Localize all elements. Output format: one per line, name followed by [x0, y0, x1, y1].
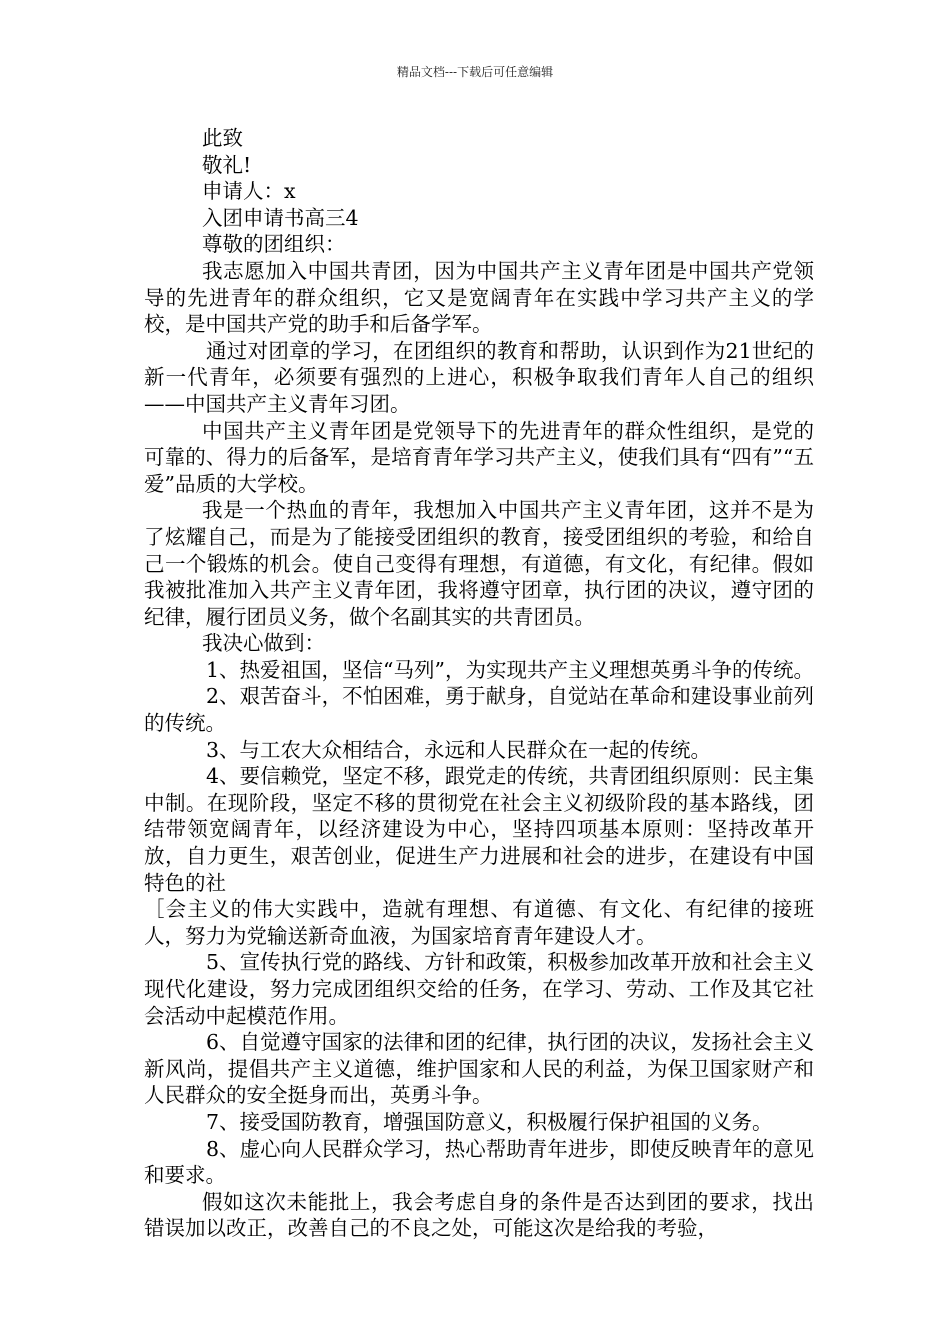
applicant-line: 申请人：x	[202, 179, 296, 204]
list-item: 2、艰苦奋斗，不怕困难，勇于献身，自觉站在革命和建设事业前列的传统。	[144, 684, 814, 736]
list-item: 3、与工农大众相结合，永远和人民群众在一起的传统。	[206, 737, 712, 762]
list-item: 8、虚心向人民群众学习，热心帮助青年进步，即使反映青年的意见和要求。	[144, 1136, 814, 1188]
paragraph: 通过对团章的学习，在团组织的教育和帮助，认识到作为21世纪的新一代青年，必须要有强烈的上进心，积极争取我们青年人自己的组织——中国共产主义青年习团。	[144, 338, 814, 416]
document-body	[144, 125, 814, 1242]
paragraph: 假如这次未能批上，我会考虑自身的条件是否达到团的要求，找出错误加以改正，改善自己的不良之处，可能这次是给我的考验，	[144, 1189, 814, 1241]
paragraph: 我决心做到：	[202, 631, 325, 656]
paragraph: 我是一个热血的青年，我想加入中国共产主义青年团，这并不是为了炫耀自己，而是为了能接受团组织的教育，接受团组织的考验，和给自己一个锻炼的机会。使自己变得有理想，有道德，有文化，有纪律。假如我被批准加入共产主义青年团，我将遵守团章，执行团的决议，遵守团的纪律，履行团员义务，做个名副其实的共青团员。	[144, 498, 814, 629]
list-item: 4、要信赖党，坚定不移，跟党走的传统，共青团组织原则：民主集中制。在现阶段，坚定不移的贯彻党在社会主义初级阶段的基本路线，团结带领宽阔青年，以经济建设为中心，坚持四项基本原则：坚持改革开放，自力更生，艰苦创业，促进生产力进展和社会的进步，在建设有中国特色的社	[144, 764, 814, 895]
paragraph: ［会主义的伟大实践中，造就有理想、有道德、有文化、有纪律的接班人，努力为党输送新奇血液，为国家培育青年建设人才。	[144, 897, 814, 948]
list-item: 1、热爱祖国，坚信“马列”，为实现共产主义理想英勇斗争的传统。	[206, 657, 815, 682]
page-header: 精品文档---下载后可任意编辑	[396, 65, 554, 79]
list-item: 6、自觉遵守国家的法律和团的纪律，执行团的决议，发扬社会主义新风尚，提倡共产主义道德，维护国家和人民的利益，为保卫国家财产和人民群众的安全挺身而出，英勇斗争。	[144, 1030, 814, 1108]
section-title: 入团申请书高三4	[202, 205, 359, 230]
list-item: 7、接受国防教育，增强国防意义，积极履行保护祖国的义务。	[206, 1109, 773, 1134]
salutation: 尊敬的团组织：	[202, 232, 346, 257]
closing-line-1: 此致	[202, 126, 243, 150]
paragraph: 中国共产主义青年团是党领导下的先进青年的群众性组织，是党的可靠的、得力的后备军，是培育青年学习共产主义，使我们具有“四有”“五爱”品质的大学校。	[144, 418, 814, 496]
closing-line-2: 敬礼!	[202, 152, 252, 177]
list-item: 5、宣传执行党的路线、方针和政策，积极参加改革开放和社会主义现代化建设，努力完成团组织交给的任务，在学习、劳动、工作及其它社会活动中起模范作用。	[144, 950, 814, 1028]
paragraph: 我志愿加入中国共青团，因为中国共产主义青年团是中国共产党领导的先进青年的群众组织，它又是宽阔青年在实践中学习共产主义的学校，是中国共产党的助手和后备学军。	[144, 258, 814, 337]
